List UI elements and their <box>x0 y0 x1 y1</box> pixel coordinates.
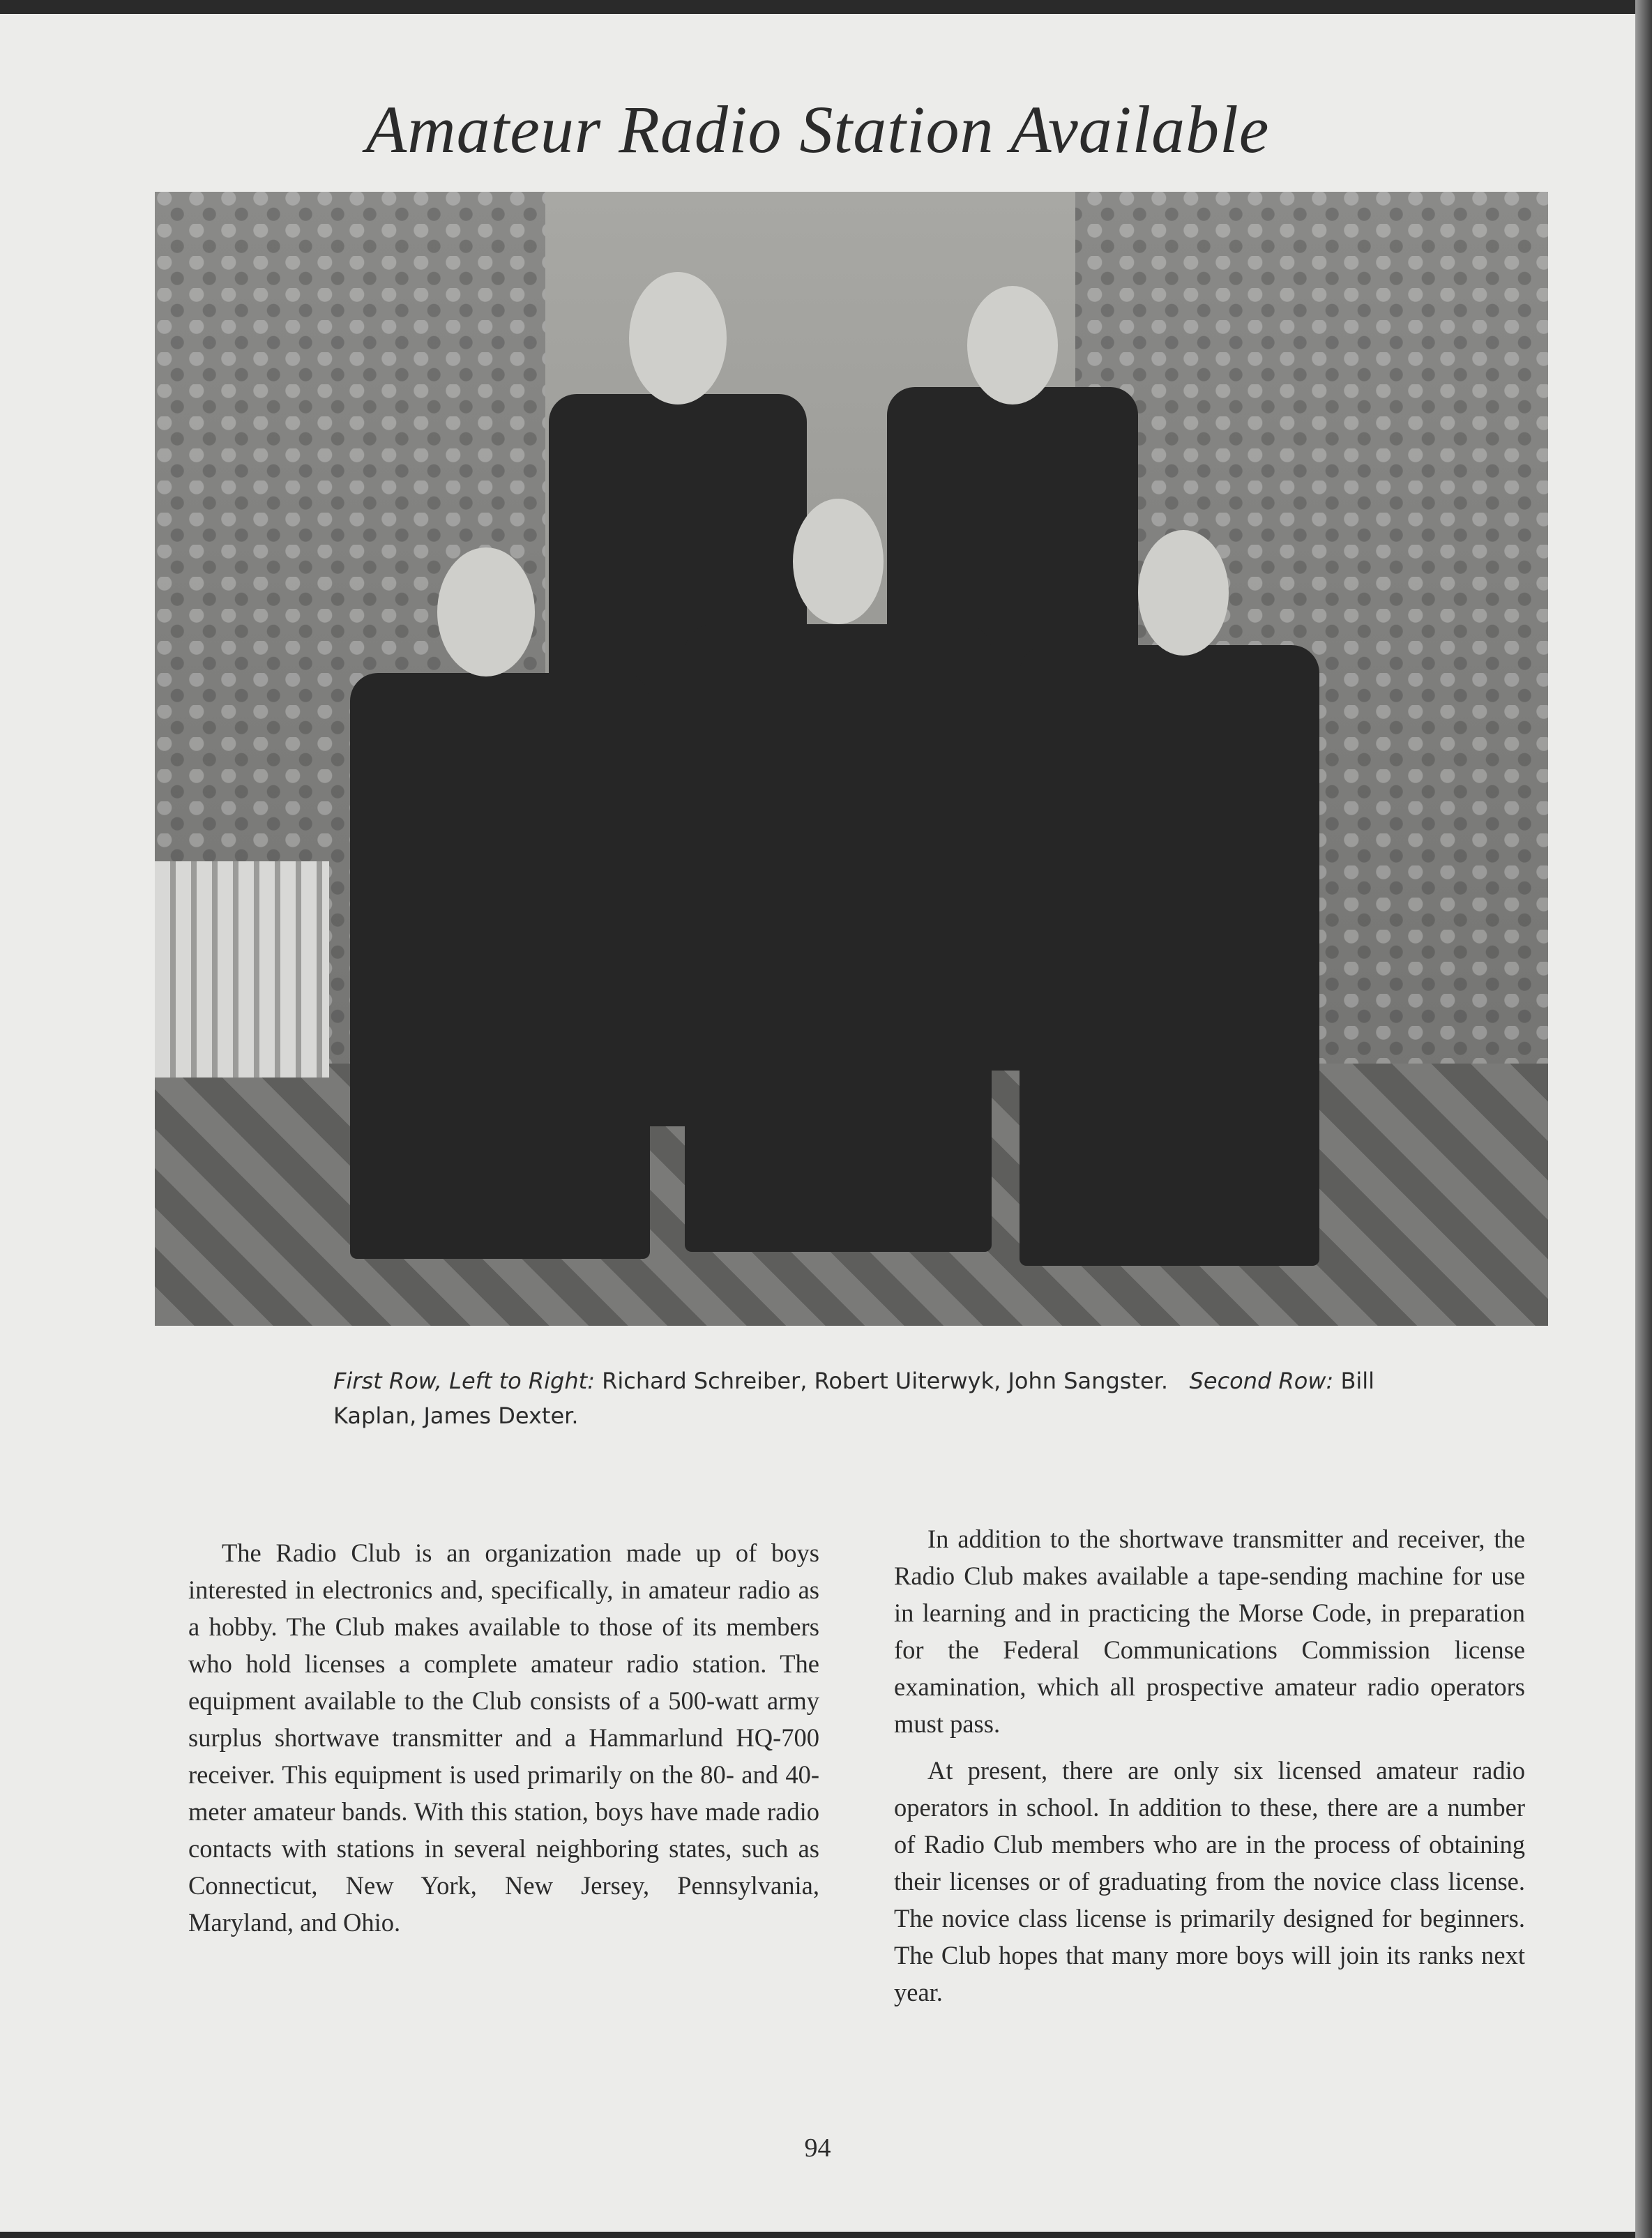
paragraph: In addition to the shortwave transmitter and receiver, the Radio Club makes available a tape-sending machine for use in learning and in practicing the Morse Code, in preparation for the Federal Communications Commission license examination, which all prospective amateur radio operators must pass. <box>894 1525 1525 1738</box>
person-seated-center <box>685 624 992 1252</box>
paragraph: The Radio Club is an organization made up of boys interested in electronics and, specifically, in amateur radio as a hobby. The Club makes available to those of its members who hold licenses a complete amateur radio station. The equipment available to the Club consists of a 500-watt army surplus shortwave transmitter and a Hammarlund HQ-700 receiver. This equipment is used primarily on the 80- and 40-meter amateur bands. With this station, boys have made radio contacts with stations in several neighboring states, such as Connecticut, New York, New Jersey, Pennsylvania, Maryland, and Ohio. <box>188 1538 819 1937</box>
head-seated-right <box>1138 530 1229 656</box>
body-column-right <box>894 1520 1525 2020</box>
group-photo <box>155 192 1548 1326</box>
caption-second-row-label: Second Row: <box>1189 1368 1334 1394</box>
person-seated-right <box>1020 645 1319 1266</box>
body-column-left <box>188 1534 819 1951</box>
photo-caption <box>333 1363 1407 1433</box>
person-seated-left <box>350 673 650 1259</box>
head-standing-left <box>629 272 727 404</box>
caption-first-row-label: First Row, Left to Right: <box>333 1368 595 1394</box>
head-standing-right <box>967 286 1058 404</box>
photo-radiator <box>155 861 329 1078</box>
caption-first-row-names: Richard Schreiber, Robert Uiterwyk, John Sangster. <box>602 1368 1169 1394</box>
head-seated-left <box>437 547 535 676</box>
page-edge <box>1635 0 1652 2238</box>
paragraph: At present, there are only six licensed amateur radio operators in school. In addition to these, there are a number of Radio Club members who are in the process of obtaining their licenses or of graduating from the novice class license. The novice class license is primarily designed for beginners. The Club hopes that many more boys will join its ranks next year. <box>894 1756 1525 2006</box>
page-title: Amateur Radio Station Available <box>365 92 1270 167</box>
caption-second-row-names: Bill Kaplan, James Dexter. <box>333 1368 1375 1429</box>
page-number: 94 <box>804 2133 831 2163</box>
page <box>0 14 1635 2232</box>
head-seated-center <box>793 499 884 624</box>
